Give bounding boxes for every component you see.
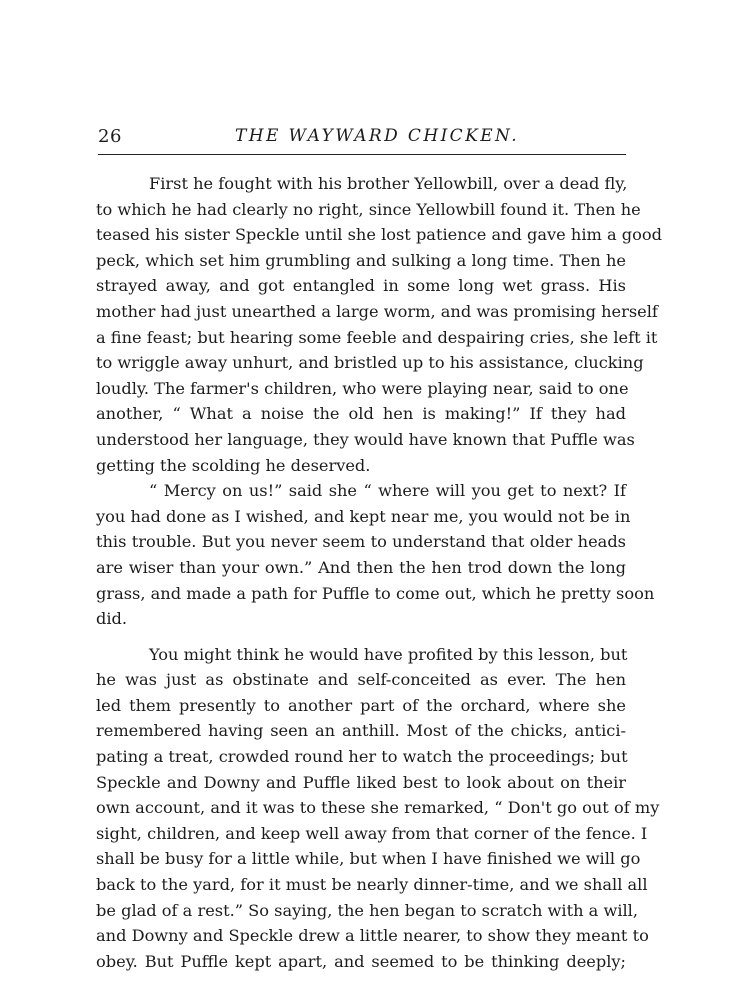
body-text bbox=[96, 171, 663, 974]
text-line: back to the yard, for it must be nearly dinner-time, and we shall all bbox=[96, 875, 648, 895]
text-line: be glad of a rest.” So saying, the hen began to scratch with a will, bbox=[96, 900, 638, 920]
paragraph-gap bbox=[96, 632, 626, 642]
text-line: you had done as I wished, and kept near me, you would not be in bbox=[96, 506, 631, 526]
text-line: to wriggle away unhurt, and bristled up to his assistance, clucking bbox=[96, 353, 644, 373]
running-title: THE WAYWARD CHICKEN. bbox=[234, 126, 519, 146]
text-line: pating a treat, crowded round her to watch the proceedings; but bbox=[96, 747, 628, 767]
text-line: mother had just unearthed a large worm, and was promising herself bbox=[96, 301, 658, 321]
text-line: shall be busy for a little while, but when I have finished we will go bbox=[96, 849, 641, 869]
paragraph bbox=[96, 478, 655, 632]
text-line: obey. But Puffle kept apart, and seemed to be thinking deeply; bbox=[96, 951, 626, 971]
text-line: own account, and it was to these she remarked, “ Don't go out of my bbox=[96, 798, 660, 818]
text-line: did. bbox=[96, 609, 128, 629]
paragraph bbox=[96, 642, 660, 975]
text-line: sight, children, and keep well away from that corner of the fence. I bbox=[96, 823, 648, 843]
text-line: getting the scolding he deserved. bbox=[96, 455, 371, 475]
text-line: You might think he would have profited by this lesson, but bbox=[149, 644, 628, 664]
text-line: a fine feast; but hearing some feeble and despairing cries, she left it bbox=[96, 327, 658, 347]
text-line: “ Mercy on us!” said she “ where will you get to next? If bbox=[149, 481, 626, 501]
text-line: to which he had clearly no right, since Yellowbill found it. Then he bbox=[96, 199, 641, 219]
header-rule bbox=[98, 154, 626, 155]
paragraph bbox=[96, 171, 663, 478]
text-line: loudly. The farmer's children, who were playing near, said to one bbox=[96, 378, 629, 398]
text-line: grass, and made a path for Puffle to come out, which he pretty soon bbox=[96, 583, 655, 603]
page-header bbox=[98, 124, 626, 154]
text-line: this trouble. But you never seem to understand that older heads bbox=[96, 532, 626, 552]
text-line: First he fought with his brother Yellowbill, over a dead fly, bbox=[149, 174, 628, 193]
text-line: teased his sister Speckle until she lost patience and gave him a good bbox=[96, 225, 663, 245]
text-line: another, “ What a noise the old hen is making!” If they had bbox=[96, 404, 626, 424]
text-line: strayed away, and got entangled in some long wet grass. His bbox=[96, 276, 626, 296]
text-line: he was just as obstinate and self-conceited as ever. The hen bbox=[96, 670, 626, 690]
text-line: understood her language, they would have known that Puffle was bbox=[96, 429, 635, 449]
text-line: and Downy and Speckle drew a little nearer, to show they meant to bbox=[96, 926, 649, 946]
text-line: led them presently to another part of the orchard, where she bbox=[96, 695, 626, 715]
page-number: 26 bbox=[98, 126, 122, 147]
text-line: are wiser than your own.” And then the hen trod down the long bbox=[96, 557, 626, 577]
text-line: peck, which set him grumbling and sulking a long time. Then he bbox=[96, 250, 626, 270]
text-line: Speckle and Downy and Puffle liked best to look about on their bbox=[96, 772, 626, 792]
text-line: remembered having seen an anthill. Most of the chicks, antici- bbox=[96, 721, 626, 741]
